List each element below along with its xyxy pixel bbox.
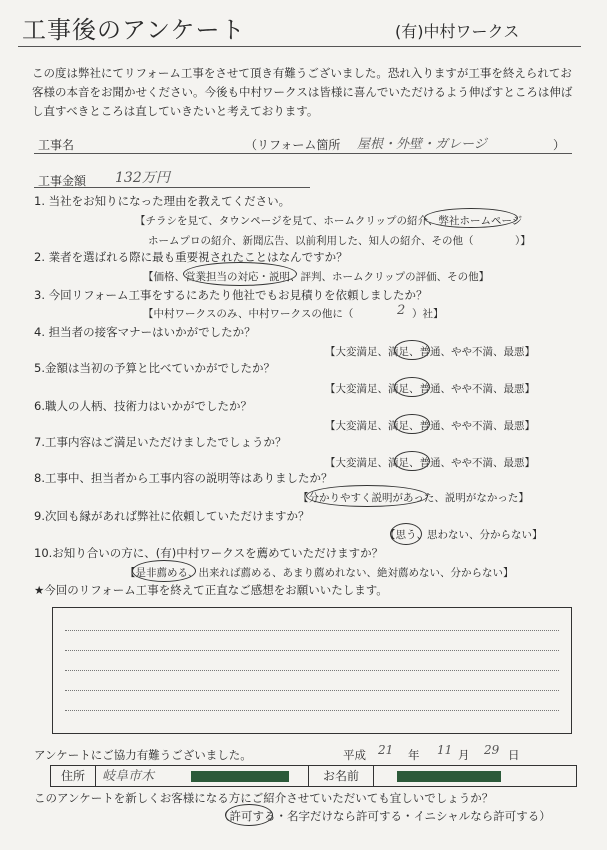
comment-line: [65, 710, 559, 711]
month-value: 11: [437, 743, 453, 757]
year-value: 21: [378, 743, 394, 757]
question-5: 5.金額は当初の予算と比べていかがでしたか？: [34, 361, 275, 375]
referral-options: （許可する・名字だけなら許可する・イニシャルなら許可する）: [218, 809, 551, 823]
question-2: 2. 業者を選ばれる際に最も重要視されたことはなんですか？: [34, 250, 348, 264]
q1-options-line1: 【チラシを見て、タウンページを見て、ホームクリップの紹介、弊社ホームページ: [135, 215, 523, 227]
comment-line: [65, 630, 559, 631]
address-redaction: [191, 771, 289, 782]
question-1: 1. 当社をお知りになった理由を教えてください。: [34, 194, 291, 208]
question-10: 10.お知り合いの方に、(有)中村ワークスを薦めていただけますか？: [34, 546, 384, 560]
q3-options-a: 【中村ワークスのみ、中村ワークスの他に（: [143, 308, 354, 320]
q7-selection-circle: [394, 451, 430, 471]
q5-options: 【大変満足、満足、普通、やや不満、最悪】: [325, 383, 535, 395]
question-7: 7.工事内容はご満足いただけましたでしょうか？: [34, 435, 287, 449]
thanks-text: アンケートにご協力有難うございました。: [34, 748, 252, 762]
q8-options: 【分かりやすく説明があった、説明がなかった】: [298, 492, 529, 504]
address-name-table: [50, 765, 577, 787]
q10-options: 【是非薦める、出来れば薦める、あまり薦めれない、絶対薦めない、分からない】: [125, 567, 514, 579]
amount-label: 工事金額: [38, 174, 87, 188]
comment-prompt: ★今回のリフォーム工事を終えて正直なご感想をお願いいたします。: [34, 583, 388, 597]
year-label: 年: [408, 748, 420, 762]
work-name-underline: [34, 153, 572, 154]
referral-question: このアンケートを新しくお客様になる方にご紹介させていただいても宜しいでしょうか？: [34, 791, 494, 805]
q5-selection-circle: [394, 377, 430, 397]
amount-underline: [34, 187, 310, 188]
era-label: 平成: [343, 748, 366, 762]
comment-line: [65, 670, 559, 671]
q9-selection-circle: [390, 523, 422, 545]
location-value: 屋根・外壁・ガレージ: [357, 137, 487, 152]
q8-selection-circle: [306, 485, 428, 507]
q2-selection-circle: [183, 262, 297, 286]
location-label: （リフォーム箇所: [245, 138, 341, 152]
location-close: ）: [553, 138, 566, 152]
work-name-label: 工事名: [38, 138, 75, 152]
q3-options-b: ）社】: [412, 308, 444, 320]
q1-options-line2: ホームプロの紹介、新聞広告、以前利用した、知人の紹介、その他（: [148, 235, 474, 247]
q4-options: 【大変満足、満足、普通、やや不満、最悪】: [325, 346, 535, 358]
question-8: 8.工事中、担当者から工事内容の説明等はありましたか？: [34, 471, 333, 485]
q1-selection-circle: [424, 208, 518, 228]
title-underline: [18, 46, 581, 47]
question-3: 3. 今回リフォーム工事をするにあたり他社でもお見積りを依頼しましたか？: [34, 288, 428, 302]
comment-box: [52, 607, 572, 734]
q2-options: 【価格、営業担当の対応・説明、評判、ホームクリップの評価、その他】: [143, 271, 490, 283]
name-redaction: [397, 771, 501, 782]
intro-text: この度は弊社にてリフォーム工事をさせて頂き有難うございました。恐れ入りますが工事を終えられてお客様の本音をお聞かせください。今後も中村ワークスは皆様に喜んでいただけるよう伸ばすところは伸ばし直すべきところは直していきたいと考えております。: [32, 66, 573, 118]
referral-selection-circle: [225, 804, 273, 826]
question-4: 4. 担当者の接客マナーはいかがでしたか？: [34, 325, 256, 339]
name-label: お名前: [309, 766, 374, 786]
comment-line: [65, 650, 559, 651]
q10-selection-circle: [132, 560, 196, 582]
question-9: 9.次回も縁があれば弊社に依頼していただけますか？: [34, 509, 310, 523]
company-name: (有)中村ワークス: [395, 22, 520, 41]
q3-other-count: 2: [397, 303, 406, 318]
month-label: 月: [458, 748, 470, 762]
q1-options-close: ）】: [515, 235, 531, 247]
q9-options: 【思う、思わない、分からない】: [385, 529, 543, 541]
address-value: 岐阜市木: [102, 769, 155, 784]
day-label: 日: [508, 748, 520, 762]
q7-options: 【大変満足、満足、普通、やや不満、最悪】: [325, 457, 535, 469]
day-value: 29: [484, 743, 500, 757]
page-title: 工事後のアンケート: [22, 16, 246, 44]
q6-selection-circle: [394, 414, 430, 434]
question-6: 6.職人の人柄、技術力はいかがでしたか？: [34, 399, 252, 413]
q6-options: 【大変満足、満足、普通、やや不満、最悪】: [325, 420, 535, 432]
amount-value: 132万円: [115, 170, 170, 186]
comment-line: [65, 690, 559, 691]
q4-selection-circle: [394, 340, 430, 360]
address-label: 住所: [51, 766, 96, 786]
